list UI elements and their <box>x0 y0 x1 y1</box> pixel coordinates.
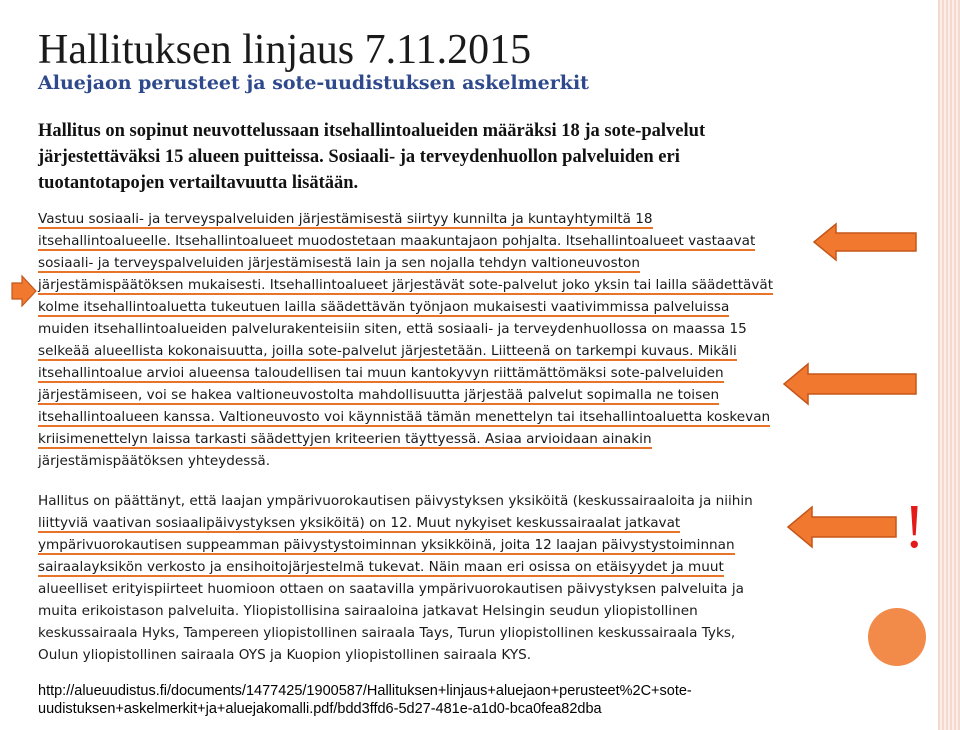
paragraph-line <box>38 340 773 362</box>
source-link-line: uudistuksen+askelmerkit+ja+aluejakomalli.pdf/bdd3ffd6-5d27-481e-a1d0-bca0fea82dba <box>38 701 602 717</box>
decorative-circle <box>868 608 926 666</box>
paragraph-line <box>38 512 753 534</box>
paragraph-line: alueelliset erityispiirteet huomioon ottaen on saatavilla ympärivuorokautisen päivystyksen palveluita ja <box>38 581 744 597</box>
paragraph-line <box>38 406 773 428</box>
underlined-text: sosiaali- ja terveyspalveluiden järjestämisestä lain ja sen nojalla tehdyn valtioneuvoston <box>38 255 640 271</box>
paragraph-line <box>38 252 773 274</box>
underlined-text: itsehallintoalueelle. Itsehallintoalueet muodostetaan maakuntajaon pohjalta. Itsehallintoalueet vastaavat <box>38 233 756 249</box>
underlined-text: itsehallintoalue arvioi alueensa taloudellisen tai muun kantokyvyn riittämättömäksi sote-palveluiden <box>38 365 724 381</box>
paragraph-line: Hallitus on päättänyt, että laajan ympärivuorokautisen päivystyksen yksiköitä (keskussairaaloita ja niihin <box>38 493 753 509</box>
underlined-text: järjestämispäätöksen mukaisesti. Itsehallintoalueet järjestävät sote-palvelut joko yksin tai lailla säädettävät <box>38 277 774 293</box>
lead-line: järjestettäväksi 15 alueen puitteissa. Sosiaali- ja terveydenhuollon palveluiden eri <box>38 147 680 167</box>
arrow-left-icon <box>812 222 918 262</box>
paragraph-emergency-care <box>38 490 753 666</box>
paragraph-line: muita erikoistason palveluita. Yliopistollisina sairaaloina jatkavat Helsingin seudun yliopistollinen <box>38 603 698 619</box>
paragraph-line <box>38 274 773 296</box>
underlined-text: järjestämiseen, voi se hakea valtioneuvostolta mahdollisuutta järjestää palvelut sopimalla ne toisen <box>38 387 720 403</box>
lead-line: tuotantotapojen vertailtavuutta lisätään. <box>38 173 359 193</box>
arrow-left-icon <box>786 505 898 549</box>
paragraph-line: muiden itsehallintoalueiden palvelurakenteisiin siten, että sosiaali- ja terveydenhuollossa on maassa 15 <box>38 321 747 337</box>
lead-line: Hallitus on sopinut neuvottelussaan itsehallintoalueiden määräksi 18 ja sote-palvelut <box>38 121 706 141</box>
paragraph-line: Oulun yliopistollinen sairaala OYS ja Kuopion yliopistollinen sairaala KYS. <box>38 647 532 663</box>
paragraph-line <box>38 230 773 252</box>
exclamation-mark: ! <box>904 493 925 561</box>
page-title: Hallituksen linjaus 7.11.2015 <box>38 27 532 73</box>
underlined-text: Vastuu sosiaali- ja terveyspalveluiden järjestämisestä siirtyy kunnilta ja kuntayhtymiltä 18 <box>38 211 653 227</box>
underlined-text: kriisimenettelyn laissa tarkasti säädettyjen kriteerien täyttyessä. Asiaa arvioidaan ainakin <box>38 431 652 447</box>
paragraph-line <box>38 384 773 406</box>
lead-paragraph <box>38 118 705 196</box>
underlined-text: itsehallintoalueen kanssa. Valtioneuvosto voi käynnistää tämän menettelyn tai itsehallintoaluetta koskevan <box>38 409 771 425</box>
arrow-right-icon <box>10 274 38 308</box>
paragraph-line <box>38 362 773 384</box>
underlined-text: kolme itsehallintoaluetta tukeutuen lailla säädettävän työnjaon mukaisesti vaativimmissa palveluissa <box>38 299 730 315</box>
source-link[interactable] <box>38 682 692 718</box>
paragraph-line <box>38 534 753 556</box>
underlined-text: ympärivuorokautisen suppeamman päivystystoiminnan yksikköinä, joita 12 laajan päivystystoiminnan <box>38 537 735 553</box>
page-subtitle: Aluejaon perusteet ja sote-uudistuksen askelmerkit <box>38 72 589 94</box>
paragraph-line: järjestämispäätöksen yhteydessä. <box>38 453 271 469</box>
underlined-text: liittyviä vaativan sosiaalipäivystyksen yksiköitä) on 12. Muut nykyiset keskussairaalat jatkavat <box>38 515 681 531</box>
paragraph-line <box>38 556 753 578</box>
decorative-side-stripe <box>938 0 960 730</box>
arrow-left-icon <box>782 362 918 406</box>
paragraph-line <box>38 428 773 450</box>
source-link-line: http://alueuudistus.fi/documents/1477425/1900587/Hallituksen+linjaus+aluejaon+perusteet%2C+sote- <box>38 683 692 699</box>
paragraph-line: keskussairaala Hyks, Tampereen yliopistollinen sairaala Tays, Turun yliopistollinen keskussairaala Tyks, <box>38 625 736 641</box>
underlined-text: sairaalayksikön verkosto ja ensihoitojärjestelmä tukevat. Näin maan eri osissa on etäisyydet ja muut <box>38 559 724 575</box>
paragraph-responsibility <box>38 208 773 472</box>
underlined-text: selkeää alueellista kokonaisuutta, joilla sote-palvelut järjestetään. Liitteenä on tarkempi kuvaus. Mikäli <box>38 343 737 359</box>
paragraph-line <box>38 296 773 318</box>
paragraph-line <box>38 208 773 230</box>
